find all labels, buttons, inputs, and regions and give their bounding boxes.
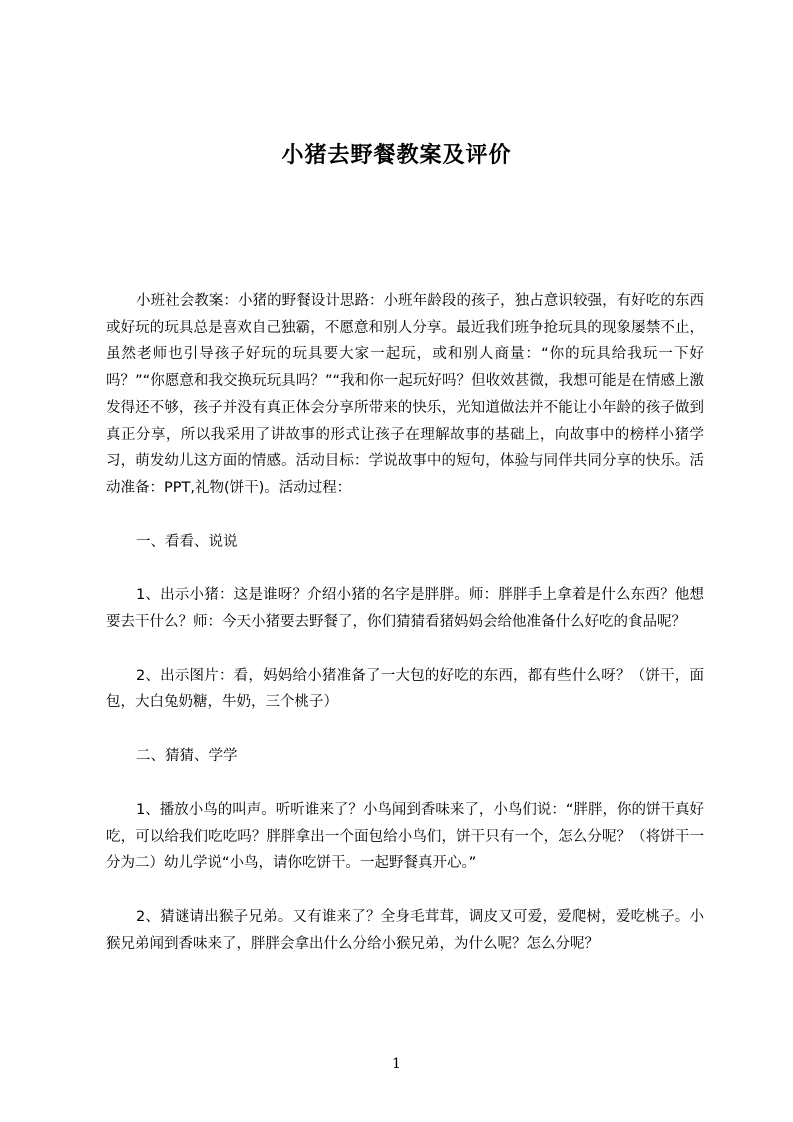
section2-paragraph-1: 1、播放小鸟的叫声。听听谁来了？小鸟闻到香味来了，小鸟们说：“胖胖，你的饼干真好吃，可以给我们吃吃吗？胖胖拿出一个面包给小鸟们，饼干只有一个，怎么分呢？（将饼干一分为二）幼儿学说“小鸟，请你吃饼干。一起野餐真开心。” (106, 801, 704, 872)
page-number: 1 (392, 1056, 401, 1072)
section1-paragraph-2: 2、出示图片：看，妈妈给小猪准备了一大包的好吃的东西，都有些什么呀？（饼干，面包，大白兔奶糖，牛奶，三个桃子） (106, 667, 704, 711)
document-body (106, 288, 704, 957)
section1-paragraph-1: 1、出示小猪：这是谁呀？介绍小猪的名字是胖胖。师：胖胖手上拿着是什么东西？他想要去干什么？师：今天小猪要去野餐了，你们猜猜看猪妈妈会给他准备什么好吃的食品呢？ (106, 587, 704, 631)
intro-paragraph: 小班社会教案：小猪的野餐设计思路：小班年龄段的孩子，独占意识较强，有好吃的东西或好玩的玩具总是喜欢自己独霸，不愿意和别人分享。最近我们班争抢玩具的现象屡禁不止，虽然老师也引导孩子好玩的玩具要大家一起玩，或和别人商量：“你的玩具给我玩一下好吗？”“你愿意和我交换玩玩具吗？”“我和你一起玩好吗？但收效甚微，我想可能是在情感上激发得还不够，孩子并没有真正体会分享所带来的快乐，光知道做法并不能让小年龄的孩子做到真正分享，所以我采用了讲故事的形式让孩子在理解故事的基础上，向故事中的榜样小猪学习，萌发幼儿这方面的情感。活动目标：学说故事中的短句，体验与同伴共同分享的快乐。活动准备：PPT,礼物(饼干)。活动过程： (106, 293, 704, 496)
section-heading-2: 二、猜猜、学学 (136, 748, 238, 765)
document-title: 小猪去野餐教案及评价 (281, 143, 512, 168)
section2-paragraph-2: 2、猜谜请出猴子兄弟。又有谁来了？全身毛茸茸，调皮又可爱，爱爬树，爱吃桃子。小猴兄弟闻到香味来了，胖胖会拿出什么分给小猴兄弟，为什么呢？怎么分呢？ (106, 908, 704, 952)
section-heading-1: 一、看看、说说 (136, 533, 238, 550)
